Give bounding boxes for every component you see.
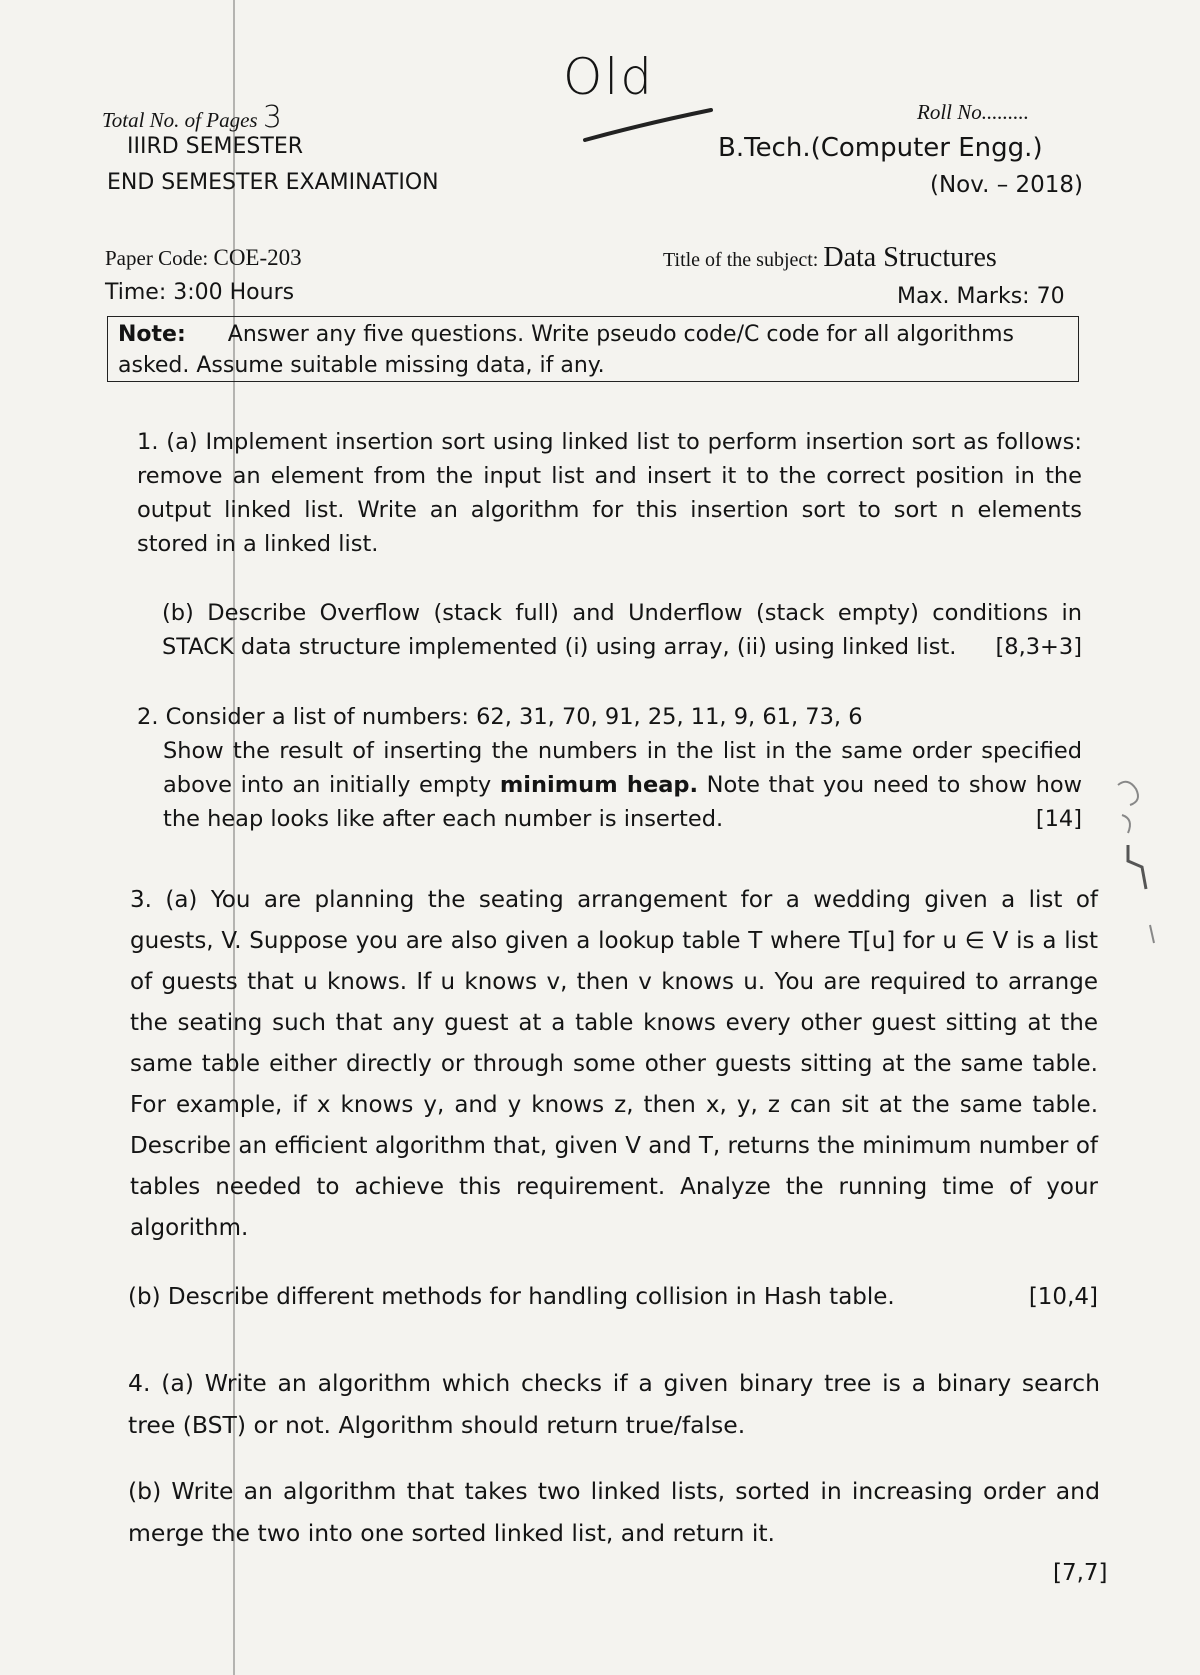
question-4a-text: 4. (a) Write an algorithm which checks if a given binary tree is a binary search tree (BST) or not. Algorithm should return true/false. (128, 1369, 1100, 1439)
question-2-bold: minimum heap. (499, 772, 699, 798)
question-2-text-b: Note that you need to show how the heap looks like after each number is inserted. (163, 772, 1083, 832)
question-4-marks: [7,7] (1053, 1560, 1108, 1586)
total-pages-value: 3 (262, 100, 284, 135)
question-1-marks: [8,3+3] (995, 634, 1082, 660)
question-2 (137, 700, 1082, 836)
question-3b-text: (b) Describe different methods for handling collision in Hash table. (128, 1284, 895, 1310)
question-2-numbers: 2. Consider a list of numbers: 62, 31, 70, 91, 25, 11, 9, 61, 73, 6 (137, 704, 863, 730)
subject-label: Title of the subject: (663, 249, 819, 271)
question-4b-text: (b) Write an algorithm that takes two linked lists, sorted in increasing order and merge the two into one sorted linked list, and return it. (128, 1477, 1100, 1547)
paper-code (105, 245, 302, 271)
session: (Nov. – 2018) (930, 172, 1084, 198)
question-2-marks: [14] (1035, 806, 1082, 832)
note-label: Note: (118, 322, 186, 347)
max-marks: Max. Marks: 70 (897, 284, 1065, 309)
paper-code-value: COE-203 (213, 245, 302, 270)
time: Time: 3:00 Hours (105, 280, 295, 305)
subject (663, 242, 997, 274)
total-pages-label: Total No. of Pages (102, 108, 258, 132)
question-3a (130, 880, 1098, 1249)
question-3a-text: 3. (a) You are planning the seating arrangement for a wedding given a list of guests, V. Suppose you are also given a lookup table T where T[u] for u ∈ V is a list of guests that u knows. If u knows v, then v knows u. You are required to arrange the seating such that any guest at a table knows every other guest sitting at the same table either directly or through some other guests sitting at the same table. For example, if x knows y, and y knows z, then x, y, z can sit at the same table. Describe an efficient algorithm that, given V and T, returns the minimum number of tables needed to achieve this requirement. Analyze the running time of your algorithm. (130, 887, 1098, 1241)
note-box (107, 316, 1079, 382)
exam-title: END SEMESTER EXAMINATION (107, 170, 439, 195)
handwritten-old-mark: Old (563, 48, 654, 106)
subject-value: Data Structures (823, 242, 997, 273)
total-pages (102, 100, 284, 135)
question-1b (162, 596, 1082, 664)
margin-scribble (1108, 775, 1168, 955)
roll-no: Roll No......... (917, 100, 1030, 124)
program: B.Tech.(Computer Engg.) (718, 133, 1043, 163)
question-1b-text: (b) Describe Overflow (stack full) and Underflow (stack empty) conditions in STACK data structure implemented (i) using array, (ii) using linked list. (162, 600, 1082, 660)
question-3b (128, 1277, 1098, 1318)
question-1a (137, 425, 1082, 561)
question-4a (128, 1362, 1100, 1446)
question-3-marks: [10,4] (1028, 1284, 1098, 1310)
paper-code-label: Paper Code: (105, 246, 209, 270)
question-2-text-a: Show the result of inserting the numbers in the list in the same order specified above into an initially empty (163, 738, 1082, 798)
handwritten-underline (583, 104, 713, 144)
note-text: Answer any five questions. Write pseudo code/C code for all algorithms asked. Assume suitable missing data, if any. (118, 322, 1014, 378)
semester: IIIRD SEMESTER (127, 134, 304, 159)
question-4b (128, 1470, 1100, 1554)
question-1a-text: 1. (a) Implement insertion sort using linked list to perform insertion sort as follows: remove an element from the input list and insert it to the correct position in the output linked list. Write an algorithm for this insertion sort to sort n elements stored in a linked list. (137, 429, 1082, 557)
